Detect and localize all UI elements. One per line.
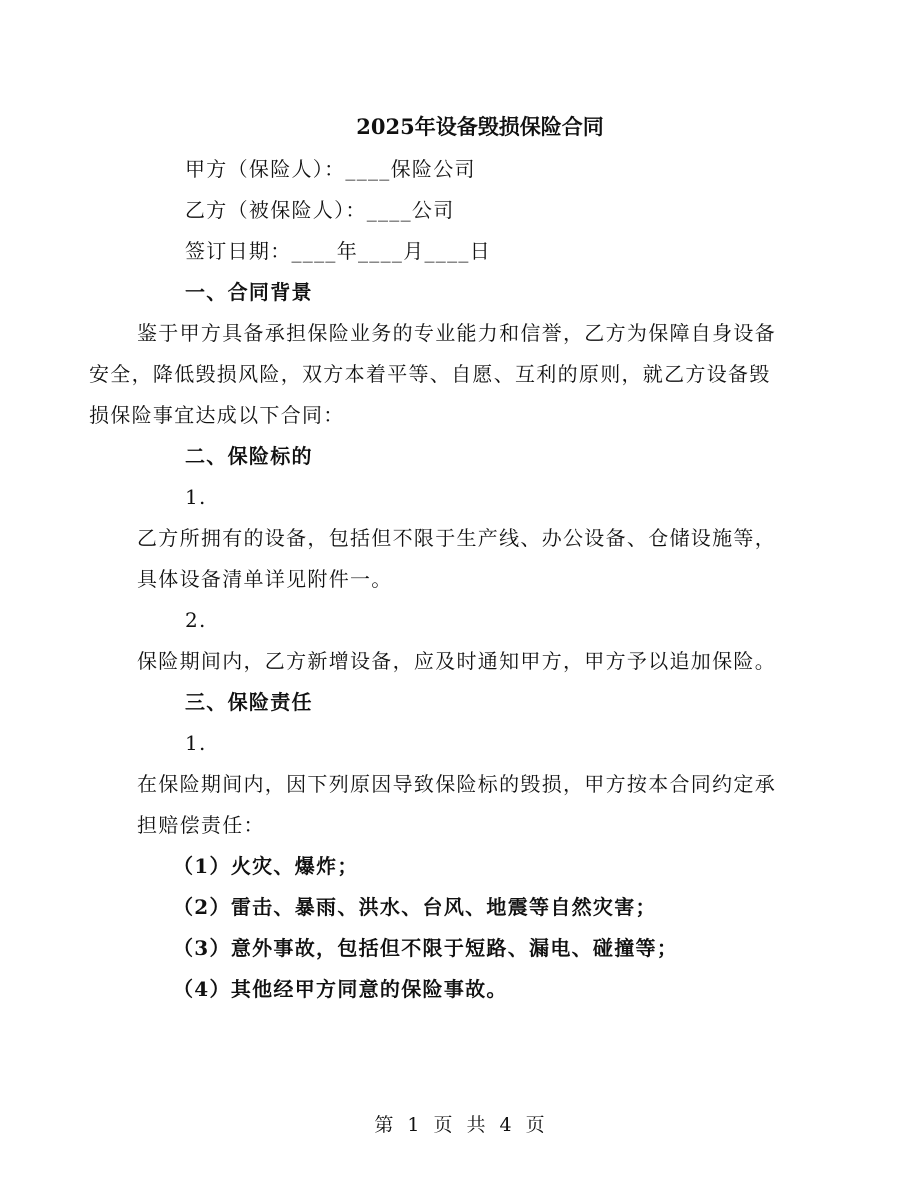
- sub-item: （4）其他经甲方同意的保险事故。: [173, 977, 508, 1001]
- document-title: 2025年设备毁损保险合同: [356, 114, 604, 139]
- sub-item: （2）雷击、暴雨、洪水、台风、地震等自然灾害；: [173, 895, 657, 919]
- section-heading: 二、保险标的: [185, 444, 313, 468]
- signing-date-line: 签订日期：____年____月____日: [185, 239, 491, 263]
- item-number: 2.: [185, 608, 207, 632]
- section-heading: 一、合同背景: [185, 280, 313, 304]
- page-footer: 第 1 页 共 4 页: [374, 1114, 546, 1136]
- section-paragraph: 鉴于甲方具备承担保险业务的专业能力和信誉，乙方为保障自身设备安全，降低毁损风险，双方本着平等、自愿、互利的原则，就乙方设备毁损保险事宜达成以下合同：: [89, 321, 776, 427]
- item-number: 1.: [185, 731, 207, 755]
- document-body: [89, 149, 787, 1010]
- item-text: 保险期间内，乙方新增设备，应及时通知甲方，甲方予以追加保险。: [137, 649, 776, 673]
- item-number: 1.: [185, 485, 207, 509]
- sub-item: （3）意外事故，包括但不限于短路、漏电、碰撞等；: [173, 936, 679, 960]
- party-b-line: 乙方（被保险人）：____公司: [185, 198, 455, 222]
- item-text: 在保险期间内，因下列原因导致保险标的毁损，甲方按本合同约定承担赔偿责任：: [137, 772, 776, 837]
- sub-item: （1）火灾、爆炸；: [173, 854, 359, 878]
- section-heading: 三、保险责任: [185, 690, 313, 714]
- item-text: 乙方所拥有的设备，包括但不限于生产线、办公设备、仓储设施等，具体设备清单详见附件一。: [137, 526, 776, 591]
- party-a-line: 甲方（保险人）：____保险公司: [185, 157, 476, 181]
